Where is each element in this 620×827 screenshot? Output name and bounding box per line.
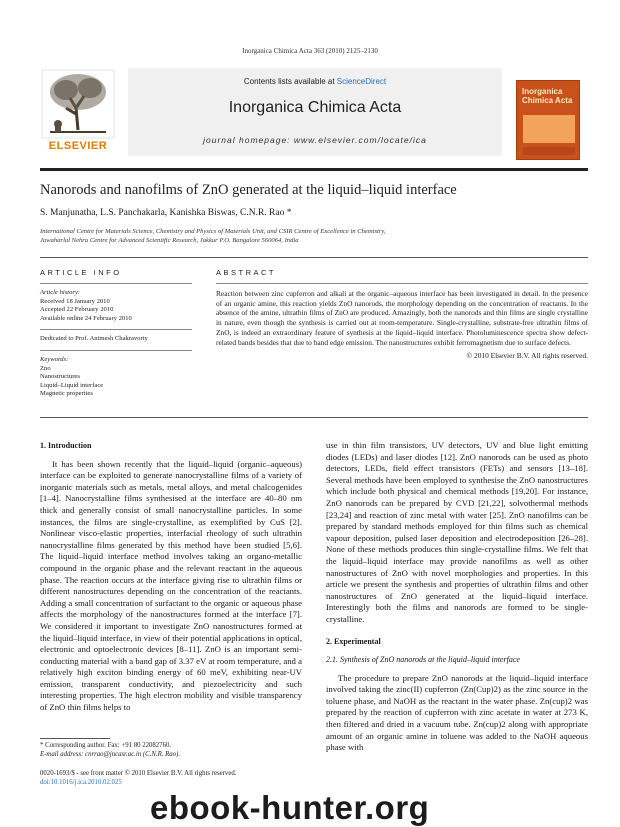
cover-title: Inorganica Chimica Acta (522, 87, 573, 105)
doi-link[interactable]: doi:10.1016/j.ica.2010.02.025 (40, 778, 122, 786)
section-heading-experimental: 2. Experimental (326, 636, 381, 646)
keyword: Liquid–Liquid interface (40, 381, 104, 389)
history-label: Article history: (40, 289, 81, 296)
issn-line: 0020-1693/$ - see front matter © 2010 Elsevier B.V. All rights reserved. (40, 770, 237, 777)
keyword: Nanostructures (40, 373, 80, 381)
elsevier-tree-logo (40, 68, 116, 148)
affiliation-line-2: Jawaharlal Nehru Centre for Advanced Scientific Research, Jakkur P.O. Bangalore 560064, India (40, 237, 299, 244)
footnote (40, 742, 302, 759)
introduction-paragraph: It has been shown recently that the liquid–liquid (organic–aqueous) interface can be exploited to generate nanocrystalline films of a variety of inorganic materials such as metals, metal alloys, and metal chalcogenides [1–4]. Nanocrystalline films synthesised at the interface are 40–80 nm thick and generally consist of small nanocrystalline particles. In some instances, the films are single-crystalline, as exemplified by CuS [2]. Nonlinear visco-elastic properties, interfacial rheology of such ultrathin nanocrystalline films generated by this method have been studied [5,6]. The liquid–liquid interface method involves taking an organo-metallic compound in the organic phase and the relevant reactant in the aqueous phase. The reaction occurs at the interface giving rise to ultrathin films or different nanostructures depending on the concentration of the reactants. Adding a small concentration of surfactant to the organic or aqueous phase affects the morphology of the nanostructures formed at the interface [7]. We considered it important to investigate ZnO nanostructures formed at the liquid–liquid interface, in view of their potential applications in optical, electronic and optoelectronic devices [8–11]. ZnO is an important semi-conducting material with a band gap of 3.37 eV at room temperature, and a relatively high exciton binding energy of 60 meV, exhibiting near-UV emission, transparent conductivity, and piezoelectricity and such interesting properties. The high electron mobility and visible transparency of ZnO thin films helps to (40, 458, 302, 713)
journal-title: Inorganica Chimica Acta (228, 99, 402, 116)
article-info-heading: ARTICLE INFO (40, 268, 122, 277)
abstract (216, 268, 588, 360)
footnote-rule (40, 738, 110, 739)
affiliation-line-1: International Centre for Materials Science, Chemistry and Physics of Materials Unit, and CSIR Centre of Excellence in Chemistry, (40, 228, 386, 235)
dedication-rule (40, 350, 192, 351)
watermark: ebook-hunter.org (150, 789, 430, 826)
author-email[interactable]: E-mail address: cnrrao@jncasr.ac.in (C.N.R. Rao). (40, 750, 181, 758)
abstract-heading: ABSTRACT (216, 268, 277, 277)
history-rule (40, 329, 192, 330)
abstract-rule (216, 283, 588, 284)
article-info (40, 268, 192, 399)
publisher-name: ELSEVIER (48, 140, 108, 152)
journal-cover-thumbnail (516, 80, 580, 160)
corresponding-author-note: * Corresponding author. Fax: +91 80 22082760. (40, 742, 172, 749)
keyword: Magnetic properties (40, 390, 93, 398)
accepted-date: Accepted 22 February 2010 (40, 306, 114, 314)
article-title: Nanorods and nanofilms of ZnO generated at the liquid–liquid interface (40, 182, 457, 198)
cover-footer (523, 147, 575, 155)
keyword: Zno (40, 364, 51, 372)
abstract-text: Reaction between zinc cupferron and alkali at the organic–aqueous interface has been investigated in detail. In the presence of an organic amine, this reaction yields ZnO nanorods, the morphology depending on the concentration of reactants. In the absence of the amine, ultrathin films of ZnO are produced. Amazingly, both the nanorods and thin films are single crystalline in nature, even though the synthesis is carried out at room-temperature. Single-crystalline, substrate-free ultrathin films of ZnO, is indeed an extraordinary feature of synthesis at the liquid–liquid interface. Photoluminescence spectra show defect-related bands besides that due to band edge emission. The nanostructures exhibit ferromagnetism due to surface defects. (216, 289, 588, 347)
article-info-rule (40, 283, 192, 284)
cover-graphic (523, 115, 575, 143)
journal-homepage[interactable]: journal homepage: www.elsevier.com/locate/ica (203, 135, 427, 145)
running-head: Inorganica Chimica Acta 363 (2010) 2125–2130 (242, 47, 378, 55)
received-date: Received 18 January 2010 (40, 297, 110, 305)
section-heading-introduction: 1. Introduction (40, 441, 92, 450)
subsection-heading-synthesis: 2.1. Synthesis of ZnO nanorods at the liquid–liquid interface (326, 655, 520, 665)
sciencedirect-link[interactable]: ScienceDirect (336, 77, 387, 86)
contents-line (128, 77, 502, 86)
dedication: Dedicated to Prof. Animesh Chakravorty (40, 335, 148, 343)
body-column-right (326, 440, 588, 754)
masthead-rule (40, 168, 588, 171)
header-divider (40, 257, 588, 258)
introduction-paragraph-continued: use in thin film transistors, UV detectors, UV and blue light emitting diodes (LEDs) and laser diodes [12]. ZnO nanorods can be used as photo detectors, LEDs, field effect transistors (FETs) and sensors [13–18]. Several methods have been employed to synthesise the ZnO nanostructures which include both physical and chemical methods [19,20]. For instance, ZnO nanorods can be prepared by CVD [21,22], solvothermal methods [23,24] and reaction of zinc metal with water [25]. ZnO nanofilms can be prepared by standard methods employed for thin films such as chemical vapour deposition, pulsed laser deposition and electrodeposition [26–28]. None of these methods produces thin single-crystalline films. We felt that the liquid–liquid interface may provide nanofilms as well as other nanostructures of ZnO with novel morphologies and properties. In this article we present the synthesis and properties of ultrathin films and other nanostructures of ZnO generated at the liquid–liquid interface. Interestingly both the films and nanorods are formed to be single-crystalline. (326, 440, 588, 624)
contents-prefix: Contents lists available at (243, 77, 337, 86)
author-list: S. Manjunatha, L.S. Panchakarla, Kanishka Biswas, C.N.R. Rao * (40, 208, 292, 218)
journal-masthead (40, 68, 588, 160)
affiliation (40, 227, 588, 245)
front-matter (40, 770, 302, 787)
experimental-paragraph: The procedure to prepare ZnO nanorods at the liquid–liquid interface involved taking the zinc(II) cupferron (Zn(Cup)2) as the zinc source in the toluene phase, and NaOH as the reactant in the water phase. Zn(cup)2 was prepared by the reaction of cupferron with zinc acetate in water at 273 K, then filtered and dried in a vacuum tube. Zn(cup)2 along with appropriate amount of an organic amine in toluene was added to the NaOH aqueous phase with (326, 672, 588, 753)
abstract-divider (40, 417, 588, 418)
keywords-label: Keywords: (40, 355, 69, 363)
copyright-notice: © 2010 Elsevier B.V. All rights reserved. (466, 351, 588, 361)
online-date: Available online 24 February 2010 (40, 314, 132, 322)
body-column-left (40, 440, 302, 714)
masthead-banner (128, 68, 502, 156)
